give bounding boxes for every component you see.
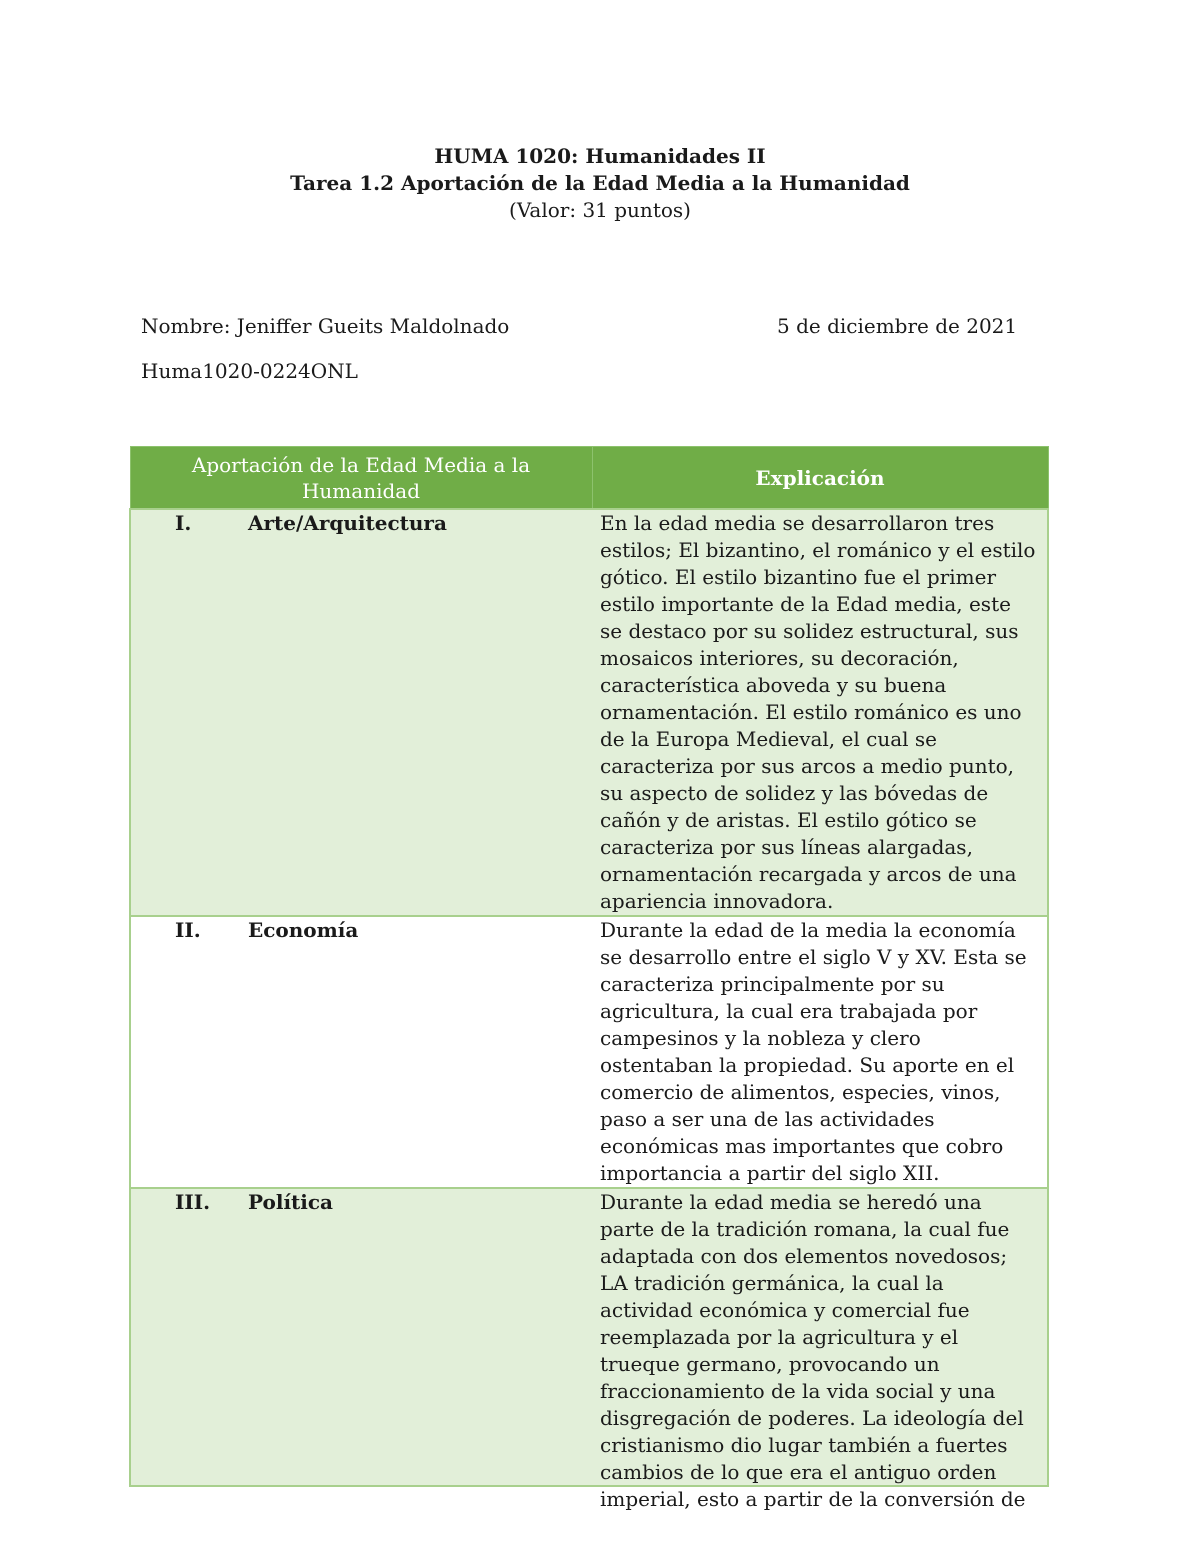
row-topic: Política [234, 1188, 592, 1486]
row-explanation: Durante la edad de la media la economía se desarrollo entre el siglo V y XV. Esta se caracteriza principalmente por su agricultura, la cual era trabajada por campesinos y la nobleza y clero ostentaban la propiedad. Su aporte en el comercio de alimentos, especies, vinos, paso a ser una de las actividades económicas mas importantes que cobro importancia a partir del siglo XII. [592, 916, 1048, 1188]
explanation-column-header: Explicación [592, 447, 1048, 510]
course-section: Huma1020-0224ONL [141, 359, 358, 383]
assignment-title: Tarea 1.2 Aportación de la Edad Media a la Humanidad [290, 171, 910, 195]
submission-date: 5 de diciembre de 2021 [777, 314, 1018, 338]
title-block [0, 143, 1200, 224]
table-row [130, 509, 1048, 916]
row-explanation: En la edad media se desarrollaron tres estilos; El bizantino, el románico y el estilo gótico. El estilo bizantino fue el primer estilo importante de la Edad media, este se destaco por su solidez estructural, sus mosaicos interiores, su decoración, característica aboveda y su buena ornamentación. El estilo románico es uno de la Europa Medieval, el cual se caracteriza por sus arcos a medio punto, su aspecto de solidez y las bóvedas de cañón y de aristas. El estilo gótico se caracteriza por sus líneas alargadas, ornamentación recargada y arcos de una apariencia innovadora. [592, 509, 1048, 916]
table-header-row [130, 447, 1048, 510]
row-topic: Arte/Arquitectura [234, 509, 592, 916]
row-number: I. [130, 509, 234, 916]
contribution-column-header: Aportación de la Edad Media a la Humanidad [130, 447, 592, 510]
row-topic: Economía [234, 916, 592, 1188]
contributions-table [129, 446, 1049, 1511]
table-row [130, 916, 1048, 1188]
assignment-value: (Valor: 31 puntos) [509, 198, 691, 222]
row-explanation-cell [592, 1188, 1048, 1511]
row-number: II. [130, 916, 234, 1188]
table-row [130, 1188, 1048, 1486]
row-number: III. [130, 1188, 234, 1486]
row-explanation: Durante la edad media se heredó una parte de la tradición romana, la cual fue adaptada con dos elementos novedosos; LA tradición germánica, la cual la actividad económica y comercial fue reemplazada por la agricultura y el trueque germano, provocando un fraccionamiento de la vida social y una disgregación de poderes. La ideología del cristianismo dio lugar también a fuertes cambios de lo que era el antiguo orden imperial, esto a partir de la conversión de [600, 1190, 1026, 1511]
student-name: Nombre: Jeniffer Gueits Maldolnado [141, 314, 510, 338]
course-title: HUMA 1020: Humanidades II [434, 144, 766, 168]
